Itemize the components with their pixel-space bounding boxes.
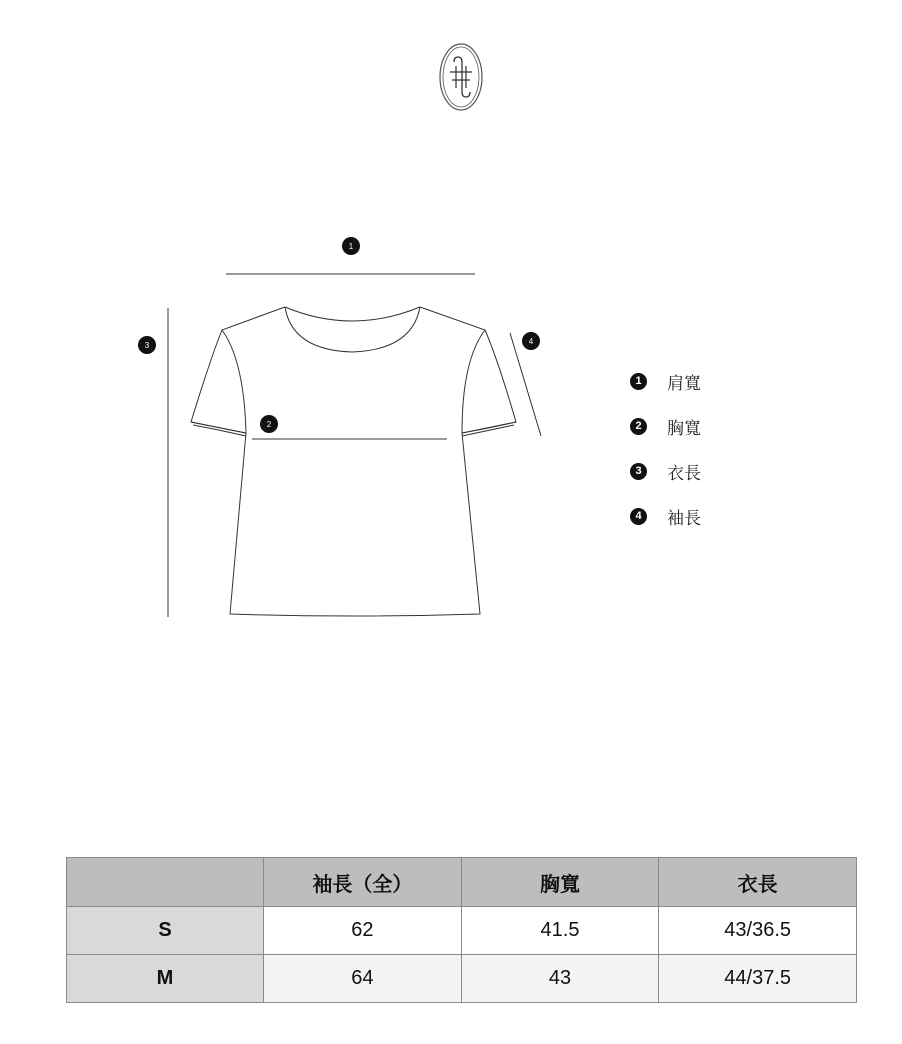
legend-number: 1 <box>630 373 647 390</box>
legend-number: 2 <box>630 418 647 435</box>
measurement-legend <box>630 370 701 550</box>
tshirt-outline <box>191 307 516 616</box>
legend-number: 4 <box>630 508 647 525</box>
marker-3 <box>138 336 156 354</box>
table-row <box>67 907 857 955</box>
table-cell: 43/36.5 <box>659 907 857 955</box>
table-header-row <box>67 858 857 907</box>
svg-text:4: 4 <box>528 337 534 346</box>
size-chart-table <box>66 857 857 1003</box>
legend-label: 胸寬 <box>667 418 701 438</box>
size-label: M <box>67 955 264 1003</box>
marker-2 <box>260 415 278 433</box>
table-cell: 41.5 <box>461 907 659 955</box>
table-cell: 64 <box>264 955 462 1003</box>
size-label: S <box>67 907 264 955</box>
marker-1 <box>342 237 360 255</box>
sleeve-length-line <box>510 333 541 436</box>
marker-4 <box>522 332 540 350</box>
table-header-cell: 袖長（全） <box>264 858 462 907</box>
legend-label: 衣長 <box>667 463 701 483</box>
table-header-cell: 衣長 <box>659 858 857 907</box>
legend-number: 3 <box>630 463 647 480</box>
legend-label: 肩寬 <box>667 373 701 393</box>
legend-label: 袖長 <box>667 508 701 528</box>
table-header-cell: 胸寬 <box>461 858 659 907</box>
svg-text:1: 1 <box>348 242 354 251</box>
legend-item <box>630 370 701 392</box>
legend-item <box>630 505 701 527</box>
legend-item <box>630 460 701 482</box>
svg-text:2: 2 <box>266 420 272 429</box>
svg-text:3: 3 <box>144 341 150 350</box>
table-cell: 62 <box>264 907 462 955</box>
table-cell: 43 <box>461 955 659 1003</box>
table-cell: 44/37.5 <box>659 955 857 1003</box>
table-header-cell <box>67 858 264 907</box>
table-row <box>67 955 857 1003</box>
legend-item <box>630 415 701 437</box>
